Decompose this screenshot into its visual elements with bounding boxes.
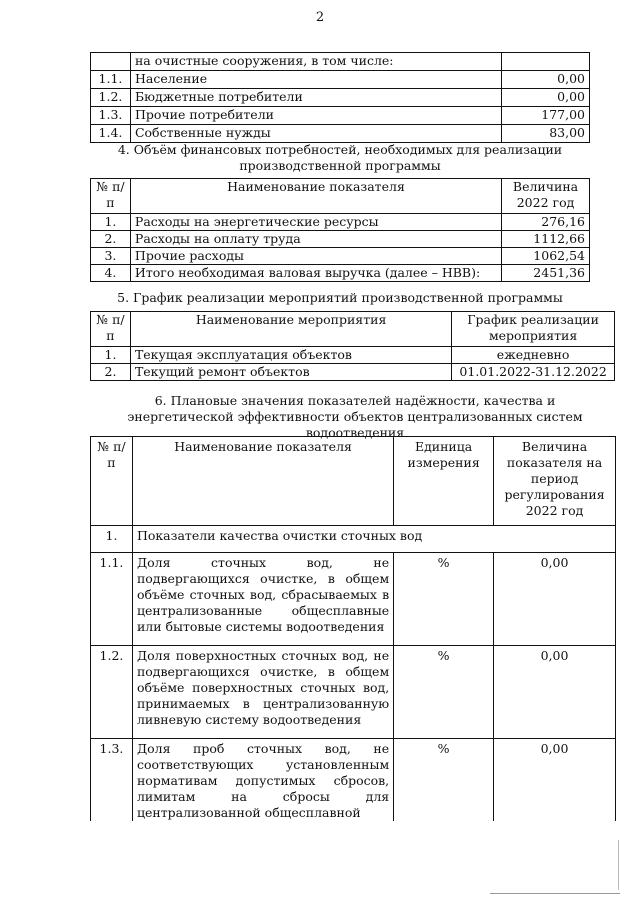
row-num: 1. (91, 347, 131, 364)
schedule-table (90, 311, 615, 381)
row-unit: % (394, 646, 494, 739)
col-header-value: Величина показателя на период регулирования 2022 год (494, 437, 616, 526)
table-row (91, 739, 616, 822)
col-header-num: № п/п (91, 437, 133, 526)
row-num: 1.1. (91, 71, 131, 89)
row-name: Доля сточных вод, не подвергающихся очистке, в общем объёме сточных вод, сбрасываемых в централизованные общесплавные или бытовые системы водоотведения (132, 553, 393, 646)
row-name: Прочие потребители (130, 107, 501, 125)
section-5-title: 5. График реализации мероприятий производственной программы (117, 290, 563, 305)
row-num: 4. (91, 265, 131, 282)
table-row (91, 125, 590, 143)
row-name: Прочие расходы (130, 248, 501, 265)
financial-needs-table (90, 178, 590, 282)
page-number: 2 (315, 10, 325, 25)
row-name: на очистные сооружения, в том числе: (130, 53, 501, 71)
row-num: 2. (91, 364, 131, 381)
row-value: 0,00 (494, 553, 616, 646)
group-row (91, 526, 616, 553)
row-value: 0,00 (494, 739, 616, 822)
table-row (91, 347, 615, 364)
row-name: Текущий ремонт объектов (130, 364, 451, 381)
row-name: Итого необходимая валовая выручка (далее – НВВ): (130, 265, 501, 282)
col-header-unit: Единица измерения (394, 437, 494, 526)
scan-mark (490, 893, 620, 894)
row-unit: % (394, 553, 494, 646)
table-header-row (91, 179, 590, 214)
col-header-value: Величина 2022 год (502, 179, 590, 214)
table-row (91, 248, 590, 265)
table-row (91, 53, 590, 71)
row-value: 177,00 (502, 107, 590, 125)
row-num: 1.1. (91, 553, 133, 646)
row-num: 3. (91, 248, 131, 265)
row-num: 1.2. (91, 646, 133, 739)
row-value: 0,00 (494, 646, 616, 739)
row-value: 1062,54 (502, 248, 590, 265)
col-header-num: № п/п (91, 179, 131, 214)
section-4-title: 4. Объём финансовых потребностей, необходимых для реализации производственной программы (117, 142, 563, 173)
row-name: Население (130, 71, 501, 89)
scan-mark (618, 840, 619, 890)
table-row (91, 214, 590, 231)
row-value: 0,00 (502, 71, 590, 89)
section-6-title: 6. Плановые значения показателей надёжности, качества и энергетической эффективности объектов централизованных систем водоотведения (127, 393, 583, 440)
row-value: 1112,66 (502, 231, 590, 248)
row-schedule: 01.01.2022-31.12.2022 (452, 364, 615, 381)
row-name: Текущая эксплуатация объектов (130, 347, 451, 364)
table-header-row (91, 312, 615, 347)
row-name: Бюджетные потребители (130, 89, 501, 107)
col-header-schedule: График реализации мероприятия (452, 312, 615, 347)
indicators-table (90, 436, 616, 821)
row-num: 1.4. (91, 125, 131, 143)
row-value: 83,00 (502, 125, 590, 143)
table-row (91, 231, 590, 248)
col-header-name: Наименование мероприятия (130, 312, 451, 347)
row-name: Собственные нужды (130, 125, 501, 143)
row-name: Расходы на энергетические ресурсы (130, 214, 501, 231)
row-unit: % (394, 739, 494, 822)
group-num: 1. (91, 526, 133, 553)
table-row (91, 364, 615, 381)
row-num: 2. (91, 231, 131, 248)
table-row (91, 71, 590, 89)
row-value: 0,00 (502, 89, 590, 107)
row-num (91, 53, 131, 71)
row-value: 276,16 (502, 214, 590, 231)
table-row (91, 646, 616, 739)
row-name: Доля проб сточных вод, не соответствующих установленным нормативам допустимых сбросов, лимитам на сбросы для централизованной общесплавной (132, 739, 393, 822)
col-header-name: Наименование показателя (132, 437, 393, 526)
row-num: 1. (91, 214, 131, 231)
col-header-num: № п/п (91, 312, 131, 347)
table-header-row (91, 437, 616, 526)
row-num: 1.2. (91, 89, 131, 107)
table-row (91, 89, 590, 107)
row-num: 1.3. (91, 739, 133, 822)
consumers-table (90, 52, 590, 143)
group-name: Показатели качества очистки сточных вод (132, 526, 615, 553)
row-name: Расходы на оплату труда (130, 231, 501, 248)
table-row (91, 107, 590, 125)
row-name: Доля поверхностных сточных вод, не подвергающихся очистке, в общем объёме поверхностных сточных вод, принимаемых в централизованную ливневую систему водоотведения (132, 646, 393, 739)
col-header-name: Наименование показателя (130, 179, 501, 214)
row-value (502, 53, 590, 71)
table-row (91, 265, 590, 282)
table-row (91, 553, 616, 646)
row-schedule: ежедневно (452, 347, 615, 364)
row-value: 2451,36 (502, 265, 590, 282)
row-num: 1.3. (91, 107, 131, 125)
